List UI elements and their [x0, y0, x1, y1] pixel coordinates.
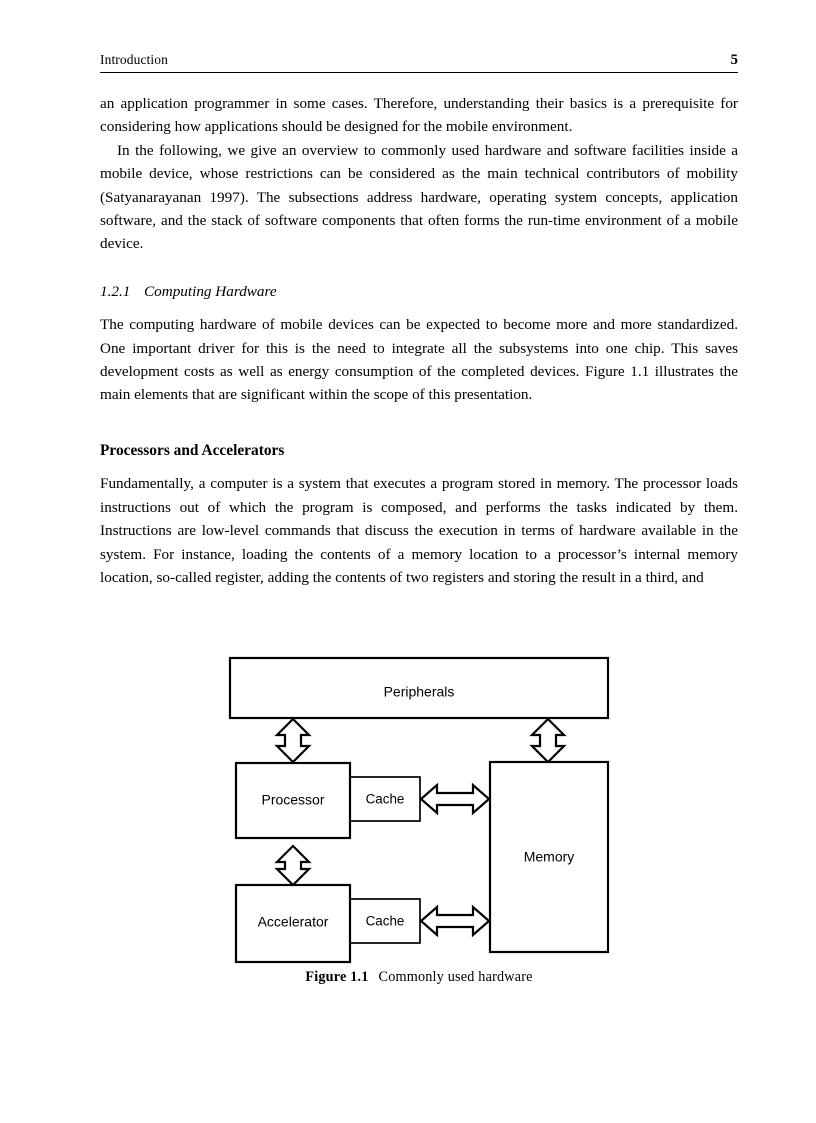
- sub-heading: Processors and Accelerators: [100, 441, 285, 459]
- figure-caption-text: Commonly used hardware: [378, 969, 533, 985]
- arrow-peripherals-memory: [532, 719, 564, 762]
- spacer: [100, 407, 738, 439]
- arrow-accelerator-cache-memory: [421, 907, 489, 935]
- running-head: [100, 52, 738, 73]
- running-head-title: Introduction: [100, 52, 168, 67]
- spacer: [100, 256, 738, 280]
- figure-caption-label: Figure 1.1: [305, 969, 369, 985]
- memory-label: Memory: [523, 848, 575, 865]
- section-title: Computing Hardware: [144, 282, 277, 300]
- peripherals-label: Peripherals: [383, 683, 455, 700]
- spacer: [100, 303, 738, 313]
- paragraph-4: Fundamentally, a computer is a system that executes a program stored in memory. The processor loads instructions out of which the program is composed, and performs the tasks indicated by them. Instructions are low-level commands that discuss the execution in terms of hardware available in the system. For instance, loading the contents of a memory location to a processor’s internal memory location, so-called register, adding the contents of two registers and storing the result in a third, and: [100, 475, 738, 586]
- body-column: [100, 92, 738, 589]
- section-heading: [100, 280, 738, 303]
- paragraph-2: In the following, we give an overview to commonly used hardware and software facilities inside a mobile device, whose restrictions can be considered as the main technical contributors of mobility (Satyanarayanan 1997). The subsections address hardware, operating system concepts, application software, and the stack of software components that often forms the run-time environment of a mobile device.: [100, 141, 738, 253]
- arrow-processor-accelerator: [277, 846, 309, 885]
- accelerator-cache-label: Cache: [365, 913, 405, 929]
- section-number: 1.2.1: [100, 282, 131, 300]
- paragraph-3: The computing hardware of mobile devices can be expected to become more and more standardized. One important driver for this is the need to integrate all the subsystems into one chip. This saves development costs as well as energy consumption of the completed devices. Figure 1.1 illustrates the main elements that are significant within the scope of this presentation.: [100, 316, 738, 404]
- processor-label: Processor: [261, 791, 325, 808]
- page-number: 5: [730, 52, 738, 68]
- paragraph-1: an application programmer in some cases. Therefore, understanding their basics is a prerequisite for considering how applications should be designed for the mobile environment.: [100, 95, 738, 136]
- arrow-peripherals-processor: [277, 719, 309, 762]
- figure-caption: [100, 969, 738, 986]
- figure-block: [100, 640, 738, 986]
- accelerator-label: Accelerator: [257, 913, 329, 930]
- arrow-processor-cache-memory: [421, 785, 489, 813]
- processor-cache-label: Cache: [365, 791, 405, 807]
- figure-diagram: [100, 640, 738, 965]
- spacer: [100, 462, 738, 472]
